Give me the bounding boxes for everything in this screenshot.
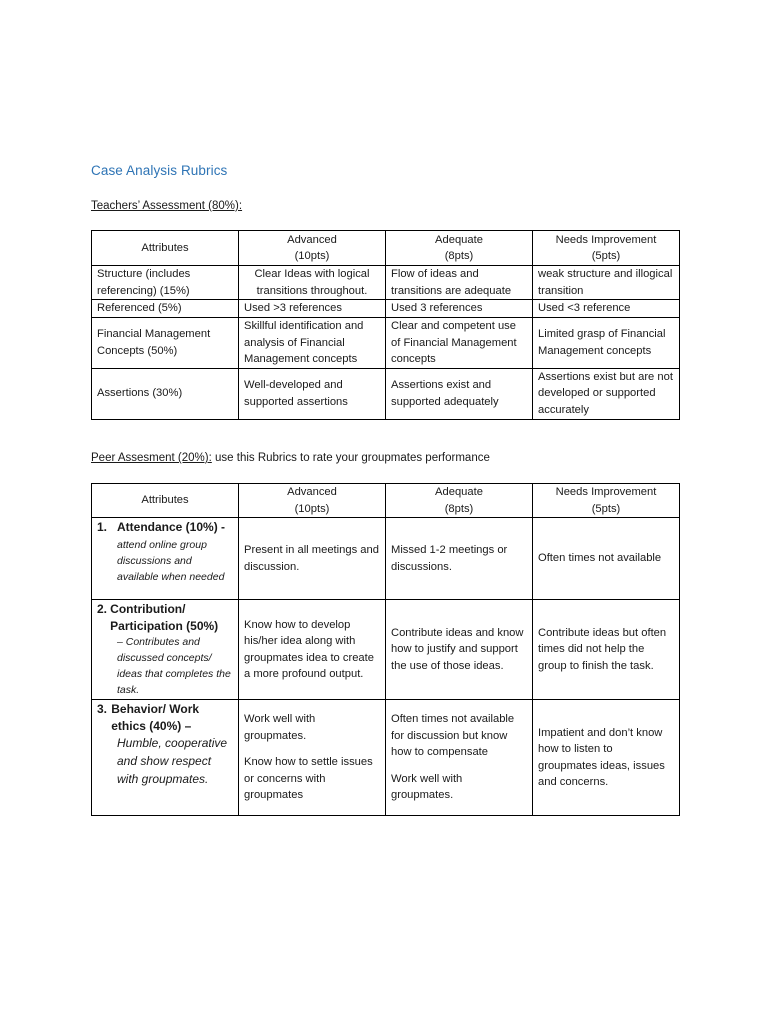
table-row [92,266,680,300]
advanced-cell: Used >3 references [239,300,386,318]
adequate-cell [386,700,533,816]
adequate-cell: Flow of ideas and transitions are adequate [386,266,533,300]
table-row [92,300,680,318]
advanced-text-1: Work well with groupmates. [244,713,316,742]
table-row [92,518,680,600]
teachers-rubric-table [91,230,680,420]
needs-improvement-cell: Contribute ideas but often times did not help the group to finish the task. [533,600,680,700]
adequate-cell: Missed 1-2 meetings or discussions. [386,518,533,600]
adequate-cell: Clear and competent use of Financial Management concepts [386,318,533,369]
advanced-text-2: Know how to settle issues or concerns with groupmates [244,756,373,802]
header-attributes: Attributes [92,484,239,518]
criterion-name: Contribution/ Participation (50%) [110,602,219,633]
needs-improvement-cell: weak structure and illogical transition [533,266,680,300]
criterion-number: 2. [97,602,108,616]
peer-heading-rest: use this Rubrics to rate your groupmates performance [211,452,490,464]
needs-improvement-cell: Often times not available [533,518,680,600]
criterion-name: Attendance (10%) - [117,520,226,534]
criterion-cell [92,700,239,816]
criterion-cell [92,518,239,600]
adequate-cell: Used 3 references [386,300,533,318]
advanced-cell: Clear Ideas with logical transitions throughout. [239,266,386,300]
table-header-row [92,484,680,518]
table-header-row [92,231,680,266]
adequate-text-1: Often times not available for discussion but know how to compensate [391,713,515,759]
teachers-heading [91,200,242,212]
needs-improvement-cell: Impatient and don’t know how to listen to groupmates ideas, issues and concerns. [533,700,680,816]
needs-improvement-cell: Used <3 reference [533,300,680,318]
table-row [92,368,680,419]
needs-improvement-cell: Assertions exist but are not developed or supported accurately [533,368,680,419]
attribute-cell: Structure (includes referencing) (15%) [92,266,239,300]
criterion-description: – Contributes and discussed concepts/ ideas that completes the task. [117,636,231,696]
criterion-number: 3. [97,702,108,716]
header-adequate: Adequate (8pts) [386,231,533,266]
criterion-cell [92,600,239,700]
advanced-cell: Know how to develop his/her idea along with groupmates idea to create a more profound output. [239,600,386,700]
advanced-cell [239,700,386,816]
adequate-cell: Contribute ideas and know how to justify and support the use of those ideas. [386,600,533,700]
peer-heading [91,452,490,464]
adequate-cell: Assertions exist and supported adequately [386,368,533,419]
table-row [92,700,680,816]
needs-improvement-cell: Limited grasp of Financial Management concepts [533,318,680,369]
header-adequate: Adequate (8pts) [386,484,533,518]
adequate-text-2: Work well with groupmates. [391,772,463,802]
header-advanced: Advanced (10pts) [239,484,386,518]
criterion-description: Humble, cooperative and show respect with groupmates. [117,736,228,786]
table-row [92,600,680,700]
header-advanced: Advanced (10pts) [239,231,386,266]
table-row [92,318,680,369]
advanced-cell: Present in all meetings and discussion. [239,518,386,600]
teachers-heading-text: Teachers’ Assessment (80%): [91,200,243,212]
page-title: Case Analysis Rubrics [91,163,228,178]
attribute-cell: Financial Management Concepts (50%) [92,318,239,369]
peer-rubric-table [91,483,680,816]
header-needs-improvement: Needs Improvement (5pts) [533,484,680,518]
advanced-cell: Skillful identification and analysis of Financial Management concepts [239,318,386,369]
header-attributes: Attributes [92,231,239,266]
attribute-cell: Referenced (5%) [92,300,239,318]
criterion-number: 1. [97,520,108,534]
criterion-name: Behavior/ Work ethics (40%) – [111,702,200,733]
criterion-description: attend online group discussions and available when needed [117,538,225,583]
attribute-cell: Assertions (30%) [92,368,239,419]
header-needs-improvement: Needs Improvement (5pts) [533,231,680,266]
advanced-cell: Well-developed and supported assertions [239,368,386,419]
peer-heading-label: Peer Assesment (20%): [91,452,212,464]
